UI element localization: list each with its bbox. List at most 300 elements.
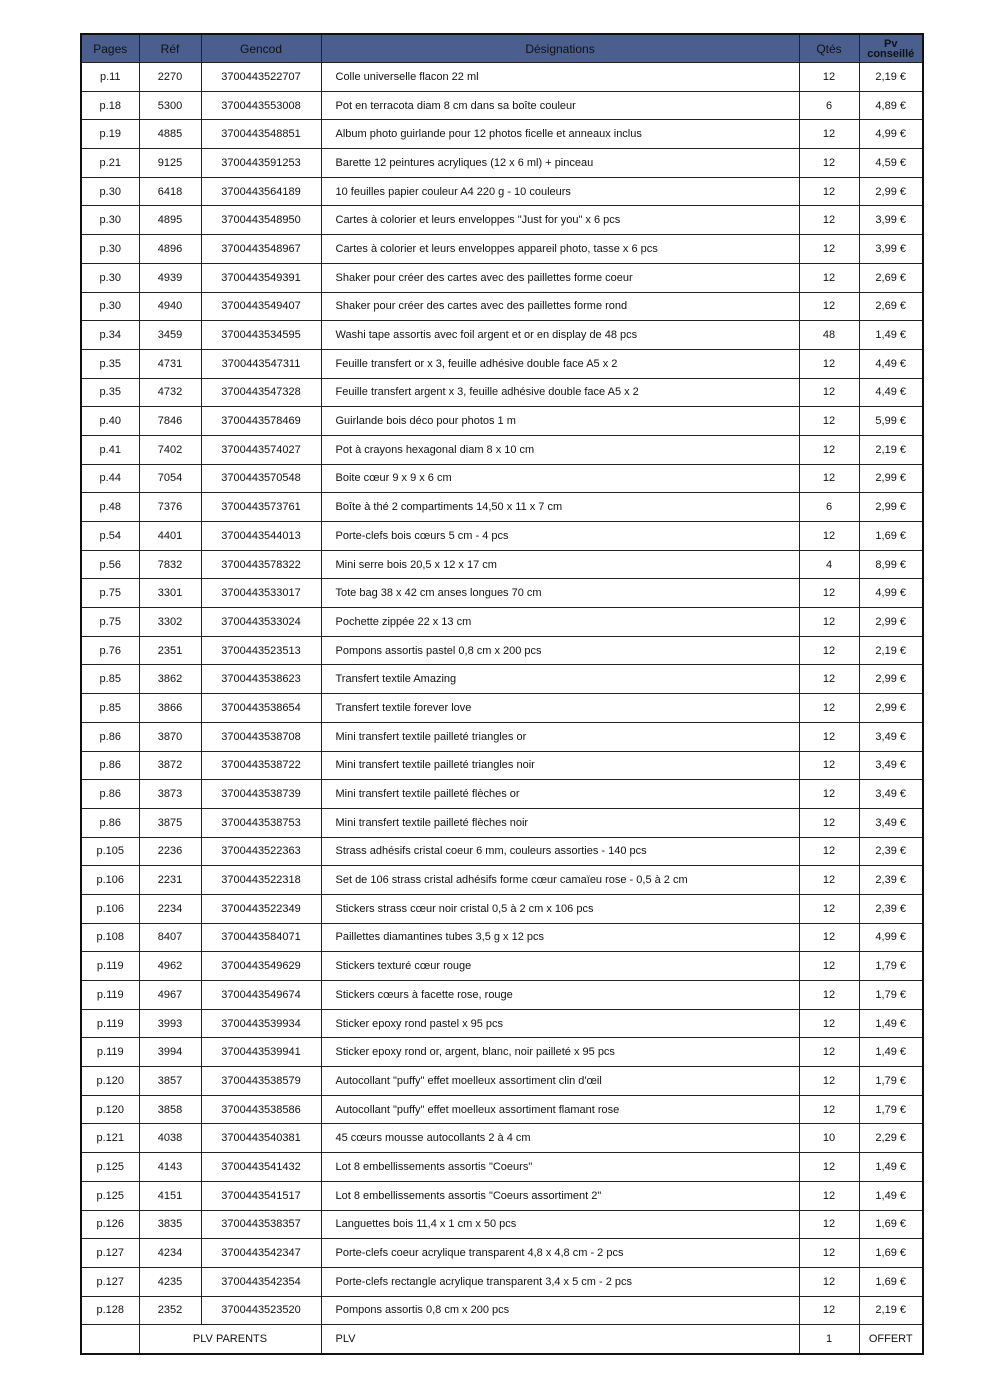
cell-qte: 12: [799, 1095, 859, 1124]
table-row: [81, 894, 923, 923]
cell-qte: 48: [799, 321, 859, 350]
cell-qte: 12: [799, 349, 859, 378]
cell-ref: 3866: [139, 694, 201, 723]
cell-designation: Lot 8 embellissements assortis "Coeurs assortiment 2": [321, 1181, 799, 1210]
cell-page: p.85: [81, 665, 139, 694]
cell-gencod: 3700443544013: [201, 522, 321, 551]
cell-qte: 6: [799, 91, 859, 120]
cell-pv: 1,49 €: [859, 1009, 923, 1038]
cell-page: p.75: [81, 579, 139, 608]
cell-pv: 4,49 €: [859, 378, 923, 407]
cell-pv: 8,99 €: [859, 550, 923, 579]
cell-ref: 2236: [139, 837, 201, 866]
cell-designation: Pot en terracota diam 8 cm dans sa boîte couleur: [321, 91, 799, 120]
cell-pv: 3,49 €: [859, 751, 923, 780]
cell-pv: 2,29 €: [859, 1124, 923, 1153]
cell-ref: 5300: [139, 91, 201, 120]
cell-gencod: 3700443578469: [201, 407, 321, 436]
cell-pv: 4,99 €: [859, 923, 923, 952]
cell-gencod: 3700443548851: [201, 120, 321, 149]
cell-pv: 2,19 €: [859, 63, 923, 92]
table-row: [81, 149, 923, 178]
cell-ref: 7832: [139, 550, 201, 579]
cell-qte: 12: [799, 1239, 859, 1268]
cell-page: p.30: [81, 177, 139, 206]
cell-pv: 2,99 €: [859, 665, 923, 694]
cell-designation: Porte-clefs coeur acrylique transparent 4,8 x 4,8 cm - 2 pcs: [321, 1239, 799, 1268]
table-row: [81, 263, 923, 292]
cell-qte: 1: [799, 1325, 859, 1354]
cell-ref-gencod: PLV PARENTS: [139, 1325, 321, 1354]
cell-ref: 7376: [139, 493, 201, 522]
table-row: [81, 1009, 923, 1038]
cell-page: p.76: [81, 636, 139, 665]
cell-page: p.86: [81, 780, 139, 809]
table-row: [81, 694, 923, 723]
table-row: [81, 63, 923, 92]
table-row: [81, 1067, 923, 1096]
cell-ref: 7846: [139, 407, 201, 436]
cell-qte: 12: [799, 1296, 859, 1325]
cell-gencod: 3700443548967: [201, 235, 321, 264]
table-row: [81, 1267, 923, 1296]
cell-gencod: 3700443523520: [201, 1296, 321, 1325]
cell-ref: 4962: [139, 952, 201, 981]
cell-ref: 4235: [139, 1267, 201, 1296]
cell-qte: 12: [799, 923, 859, 952]
cell-qte: 12: [799, 1153, 859, 1182]
cell-designation: Tote bag 38 x 42 cm anses longues 70 cm: [321, 579, 799, 608]
table-row: [81, 1095, 923, 1124]
cell-gencod: 3700443538586: [201, 1095, 321, 1124]
cell-page: p.41: [81, 435, 139, 464]
cell-designation: Boite cœur 9 x 9 x 6 cm: [321, 464, 799, 493]
cell-ref: 8407: [139, 923, 201, 952]
cell-gencod: 3700443538722: [201, 751, 321, 780]
cell-page: p.119: [81, 981, 139, 1010]
cell-qte: 12: [799, 1067, 859, 1096]
cell-designation: Washi tape assortis avec foil argent et or en display de 48 pcs: [321, 321, 799, 350]
cell-gencod: 3700443542347: [201, 1239, 321, 1268]
header-ref: Réf: [139, 34, 201, 63]
cell-page: p.119: [81, 1038, 139, 1067]
cell-pv: 2,19 €: [859, 435, 923, 464]
cell-gencod: 3700443553008: [201, 91, 321, 120]
cell-page: p.30: [81, 263, 139, 292]
cell-gencod: 3700443538753: [201, 808, 321, 837]
cell-qte: 12: [799, 608, 859, 637]
cell-page: p.85: [81, 694, 139, 723]
cell-pv: 2,39 €: [859, 866, 923, 895]
cell-qte: 12: [799, 981, 859, 1010]
table-row-plv: [81, 1325, 923, 1354]
cell-pv: 2,99 €: [859, 493, 923, 522]
cell-qte: 12: [799, 952, 859, 981]
cell-gencod: 3700443533017: [201, 579, 321, 608]
cell-ref: 2234: [139, 894, 201, 923]
cell-pv: 4,89 €: [859, 91, 923, 120]
cell-designation: Sticker epoxy rond pastel x 95 pcs: [321, 1009, 799, 1038]
cell-designation: Autocollant "puffy" effet moelleux assortiment clin d'œil: [321, 1067, 799, 1096]
cell-pv: 1,79 €: [859, 1067, 923, 1096]
cell-page: p.106: [81, 894, 139, 923]
cell-ref: 4940: [139, 292, 201, 321]
cell-ref: 3994: [139, 1038, 201, 1067]
cell-page: p.18: [81, 91, 139, 120]
header-pv-line1: Pv: [884, 37, 898, 50]
table-row: [81, 1210, 923, 1239]
cell-designation: Boîte à thé 2 compartiments 14,50 x 11 x 7 cm: [321, 493, 799, 522]
table-row: [81, 579, 923, 608]
cell-pv: 1,49 €: [859, 1038, 923, 1067]
cell-pv: 1,49 €: [859, 1153, 923, 1182]
cell-ref: 3302: [139, 608, 201, 637]
cell-designation: Languettes bois 11,4 x 1 cm x 50 pcs: [321, 1210, 799, 1239]
cell-designation: Porte-clefs bois cœurs 5 cm - 4 pcs: [321, 522, 799, 551]
cell-gencod: 3700443549629: [201, 952, 321, 981]
cell-qte: 12: [799, 206, 859, 235]
cell-designation: Paillettes diamantines tubes 3,5 g x 12 pcs: [321, 923, 799, 952]
cell-page: p.34: [81, 321, 139, 350]
cell-gencod: 3700443541517: [201, 1181, 321, 1210]
cell-ref: 3835: [139, 1210, 201, 1239]
cell-ref: 4143: [139, 1153, 201, 1182]
cell-designation: Cartes à colorier et leurs enveloppes "Just for you" x 6 pcs: [321, 206, 799, 235]
cell-gencod: 3700443538708: [201, 722, 321, 751]
cell-gencod: 3700443591253: [201, 149, 321, 178]
cell-pv: 2,99 €: [859, 177, 923, 206]
cell-pv: 3,99 €: [859, 206, 923, 235]
cell-page: p.119: [81, 1009, 139, 1038]
cell-pv: 1,69 €: [859, 1239, 923, 1268]
cell-designation: Lot 8 embellissements assortis "Coeurs": [321, 1153, 799, 1182]
cell-pv: 3,49 €: [859, 722, 923, 751]
cell-page: p.40: [81, 407, 139, 436]
table-row: [81, 522, 923, 551]
cell-gencod: 3700443523513: [201, 636, 321, 665]
table-row: [81, 1239, 923, 1268]
cell-qte: 12: [799, 894, 859, 923]
cell-pv: 1,69 €: [859, 1210, 923, 1239]
cell-page: p.75: [81, 608, 139, 637]
cell-designation: Strass adhésifs cristal coeur 6 mm, couleurs assorties - 140 pcs: [321, 837, 799, 866]
cell-page: p.30: [81, 206, 139, 235]
cell-gencod: 3700443578322: [201, 550, 321, 579]
cell-designation: Shaker pour créer des cartes avec des paillettes forme rond: [321, 292, 799, 321]
cell-page: p.19: [81, 120, 139, 149]
cell-ref: 4896: [139, 235, 201, 264]
table-row: [81, 1153, 923, 1182]
cell-page: p.106: [81, 866, 139, 895]
cell-gencod: 3700443542354: [201, 1267, 321, 1296]
cell-gencod: 3700443549407: [201, 292, 321, 321]
cell-ref: 4895: [139, 206, 201, 235]
cell-qte: 12: [799, 665, 859, 694]
cell-page: p.86: [81, 808, 139, 837]
cell-qte: 12: [799, 1210, 859, 1239]
cell-page: p.127: [81, 1267, 139, 1296]
table-row: [81, 636, 923, 665]
cell-pv: 2,19 €: [859, 636, 923, 665]
cell-qte: 12: [799, 722, 859, 751]
cell-ref: 2352: [139, 1296, 201, 1325]
cell-ref: 2351: [139, 636, 201, 665]
table-row: [81, 464, 923, 493]
cell-designation: Feuille transfert or x 3, feuille adhésive double face A5 x 2: [321, 349, 799, 378]
cell-page: p.108: [81, 923, 139, 952]
cell-ref: 3858: [139, 1095, 201, 1124]
cell-pv: 4,59 €: [859, 149, 923, 178]
cell-ref: 3993: [139, 1009, 201, 1038]
cell-pv: 1,79 €: [859, 952, 923, 981]
cell-designation: Colle universelle flacon 22 ml: [321, 63, 799, 92]
cell-ref: 4731: [139, 349, 201, 378]
cell-gencod: 3700443538579: [201, 1067, 321, 1096]
cell-ref: 4732: [139, 378, 201, 407]
cell-gencod: 3700443522707: [201, 63, 321, 92]
cell-gencod: 3700443541432: [201, 1153, 321, 1182]
cell-page: p.128: [81, 1296, 139, 1325]
cell-ref: 4967: [139, 981, 201, 1010]
cell-ref: 3862: [139, 665, 201, 694]
cell-page: p.56: [81, 550, 139, 579]
cell-designation: 10 feuilles papier couleur A4 220 g - 10 couleurs: [321, 177, 799, 206]
cell-qte: 12: [799, 808, 859, 837]
cell-qte: 12: [799, 866, 859, 895]
cell-qte: 12: [799, 694, 859, 723]
cell-page: p.86: [81, 722, 139, 751]
table-row: [81, 435, 923, 464]
cell-designation: Pompons assortis 0,8 cm x 200 pcs: [321, 1296, 799, 1325]
cell-gencod: 3700443538623: [201, 665, 321, 694]
cell-pv: 3,49 €: [859, 780, 923, 809]
cell-ref: 3875: [139, 808, 201, 837]
cell-pv: 1,79 €: [859, 1095, 923, 1124]
cell-designation: Cartes à colorier et leurs enveloppes appareil photo, tasse x 6 pcs: [321, 235, 799, 264]
cell-pv: 3,99 €: [859, 235, 923, 264]
cell-pv: 1,49 €: [859, 1181, 923, 1210]
table-row: [81, 1124, 923, 1153]
cell-ref: 3873: [139, 780, 201, 809]
cell-qte: 12: [799, 579, 859, 608]
cell-qte: 12: [799, 751, 859, 780]
table-row: [81, 1296, 923, 1325]
cell-ref: 3459: [139, 321, 201, 350]
cell-qte: 12: [799, 1267, 859, 1296]
table-header-row: [81, 34, 923, 63]
cell-qte: 12: [799, 636, 859, 665]
cell-gencod: 3700443564189: [201, 177, 321, 206]
cell-designation: Album photo guirlande pour 12 photos ficelle et anneaux inclus: [321, 120, 799, 149]
cell-qte: 10: [799, 1124, 859, 1153]
cell-qte: 12: [799, 177, 859, 206]
cell-ref: 7402: [139, 435, 201, 464]
cell-designation: 45 cœurs mousse autocollants 2 à 4 cm: [321, 1124, 799, 1153]
cell-ref: 4401: [139, 522, 201, 551]
cell-designation: Barette 12 peintures acryliques (12 x 6 ml) + pinceau: [321, 149, 799, 178]
table-row: [81, 407, 923, 436]
cell-pv: 2,39 €: [859, 837, 923, 866]
cell-gencod: 3700443538739: [201, 780, 321, 809]
cell-designation: Mini transfert textile pailleté triangles or: [321, 722, 799, 751]
cell-ref: 3870: [139, 722, 201, 751]
cell-qte: 12: [799, 292, 859, 321]
cell-pv: 2,69 €: [859, 292, 923, 321]
table-row: [81, 837, 923, 866]
cell-gencod: 3700443533024: [201, 608, 321, 637]
cell-qte: 12: [799, 378, 859, 407]
cell-ref: 2231: [139, 866, 201, 895]
cell-designation: Mini serre bois 20,5 x 12 x 17 cm: [321, 550, 799, 579]
cell-qte: 12: [799, 837, 859, 866]
cell-ref: 3857: [139, 1067, 201, 1096]
table-row: [81, 981, 923, 1010]
cell-qte: 12: [799, 1181, 859, 1210]
table-row: [81, 206, 923, 235]
table-row: [81, 866, 923, 895]
table-row: [81, 120, 923, 149]
cell-gencod: 3700443547328: [201, 378, 321, 407]
cell-gencod: 3700443584071: [201, 923, 321, 952]
cell-gencod: 3700443522363: [201, 837, 321, 866]
cell-page: p.30: [81, 292, 139, 321]
cell-page: p.105: [81, 837, 139, 866]
cell-gencod: 3700443548950: [201, 206, 321, 235]
cell-qte: 12: [799, 263, 859, 292]
cell-gencod: 3700443570548: [201, 464, 321, 493]
cell-qte: 4: [799, 550, 859, 579]
table-row: [81, 292, 923, 321]
cell-qte: 12: [799, 235, 859, 264]
cell-page: p.120: [81, 1067, 139, 1096]
table-row: [81, 177, 923, 206]
cell-ref: 2270: [139, 63, 201, 92]
cell-page: p.30: [81, 235, 139, 264]
header-pages: Pages: [81, 34, 139, 63]
cell-pv: 2,39 €: [859, 894, 923, 923]
cell-designation: Feuille transfert argent x 3, feuille adhésive double face A5 x 2: [321, 378, 799, 407]
cell-ref: 3872: [139, 751, 201, 780]
header-pv-line2: conseillé: [867, 47, 915, 60]
cell-designation: Pompons assortis pastel 0,8 cm x 200 pcs: [321, 636, 799, 665]
cell-designation: Transfert textile forever love: [321, 694, 799, 723]
cell-designation: Set de 106 strass cristal adhésifs forme cœur camaïeu rose - 0,5 à 2 cm: [321, 866, 799, 895]
cell-pv: 5,99 €: [859, 407, 923, 436]
cell-gencod: 3700443573761: [201, 493, 321, 522]
cell-ref: 7054: [139, 464, 201, 493]
header-qtes: Qtés: [799, 34, 859, 63]
cell-pv: 1,49 €: [859, 321, 923, 350]
cell-page: p.21: [81, 149, 139, 178]
cell-ref: 4939: [139, 263, 201, 292]
cell-designation: Porte-clefs rectangle acrylique transparent 3,4 x 5 cm - 2 pcs: [321, 1267, 799, 1296]
table-row: [81, 493, 923, 522]
cell-ref: 4038: [139, 1124, 201, 1153]
cell-pv: OFFERT: [859, 1325, 923, 1354]
table-row: [81, 608, 923, 637]
cell-page: p.127: [81, 1239, 139, 1268]
cell-page: p.48: [81, 493, 139, 522]
cell-designation: Mini transfert textile pailleté triangles noir: [321, 751, 799, 780]
cell-gencod: 3700443538357: [201, 1210, 321, 1239]
cell-designation: PLV: [321, 1325, 799, 1354]
table-row: [81, 780, 923, 809]
cell-gencod: 3700443522318: [201, 866, 321, 895]
cell-page: p.86: [81, 751, 139, 780]
cell-page: p.35: [81, 349, 139, 378]
cell-gencod: 3700443549391: [201, 263, 321, 292]
cell-page: p.120: [81, 1095, 139, 1124]
cell-page: p.35: [81, 378, 139, 407]
cell-page: p.44: [81, 464, 139, 493]
product-table: [80, 33, 924, 1355]
cell-gencod: 3700443539941: [201, 1038, 321, 1067]
table-row: [81, 751, 923, 780]
cell-designation: Mini transfert textile pailleté flèches noir: [321, 808, 799, 837]
cell-designation: Stickers cœurs à facette rose, rouge: [321, 981, 799, 1010]
cell-page: p.11: [81, 63, 139, 92]
table-row: [81, 349, 923, 378]
cell-ref: 4885: [139, 120, 201, 149]
cell-gencod: 3700443522349: [201, 894, 321, 923]
cell-qte: 12: [799, 407, 859, 436]
cell-page: p.54: [81, 522, 139, 551]
cell-page: [81, 1325, 139, 1354]
cell-designation: Stickers strass cœur noir cristal 0,5 à 2 cm x 106 pcs: [321, 894, 799, 923]
table-row: [81, 665, 923, 694]
cell-pv: 1,69 €: [859, 1267, 923, 1296]
table-row: [81, 321, 923, 350]
cell-qte: 12: [799, 435, 859, 464]
cell-designation: Transfert textile Amazing: [321, 665, 799, 694]
cell-pv: 2,99 €: [859, 608, 923, 637]
cell-pv: 2,69 €: [859, 263, 923, 292]
cell-designation: Sticker epoxy rond or, argent, blanc, noir pailleté x 95 pcs: [321, 1038, 799, 1067]
cell-page: p.119: [81, 952, 139, 981]
cell-pv: 3,49 €: [859, 808, 923, 837]
cell-designation: Mini transfert textile pailleté flèches or: [321, 780, 799, 809]
cell-qte: 12: [799, 149, 859, 178]
cell-gencod: 3700443539934: [201, 1009, 321, 1038]
cell-qte: 12: [799, 1009, 859, 1038]
table-row: [81, 808, 923, 837]
cell-pv: 2,99 €: [859, 464, 923, 493]
cell-gencod: 3700443534595: [201, 321, 321, 350]
table-row: [81, 923, 923, 952]
cell-pv: 1,79 €: [859, 981, 923, 1010]
cell-ref: 3301: [139, 579, 201, 608]
header-gencod: Gencod: [201, 34, 321, 63]
table-row: [81, 235, 923, 264]
cell-pv: 2,19 €: [859, 1296, 923, 1325]
cell-gencod: 3700443538654: [201, 694, 321, 723]
table-row: [81, 550, 923, 579]
cell-gencod: 3700443574027: [201, 435, 321, 464]
cell-qte: 12: [799, 1038, 859, 1067]
cell-designation: Guirlande bois déco pour photos 1 m: [321, 407, 799, 436]
header-designations: Désignations: [321, 34, 799, 63]
table-row: [81, 722, 923, 751]
table-row: [81, 952, 923, 981]
cell-gencod: 3700443549674: [201, 981, 321, 1010]
cell-qte: 12: [799, 464, 859, 493]
cell-page: p.121: [81, 1124, 139, 1153]
cell-page: p.125: [81, 1153, 139, 1182]
cell-pv: 4,99 €: [859, 120, 923, 149]
cell-gencod: 3700443547311: [201, 349, 321, 378]
table-row: [81, 1038, 923, 1067]
cell-qte: 12: [799, 63, 859, 92]
